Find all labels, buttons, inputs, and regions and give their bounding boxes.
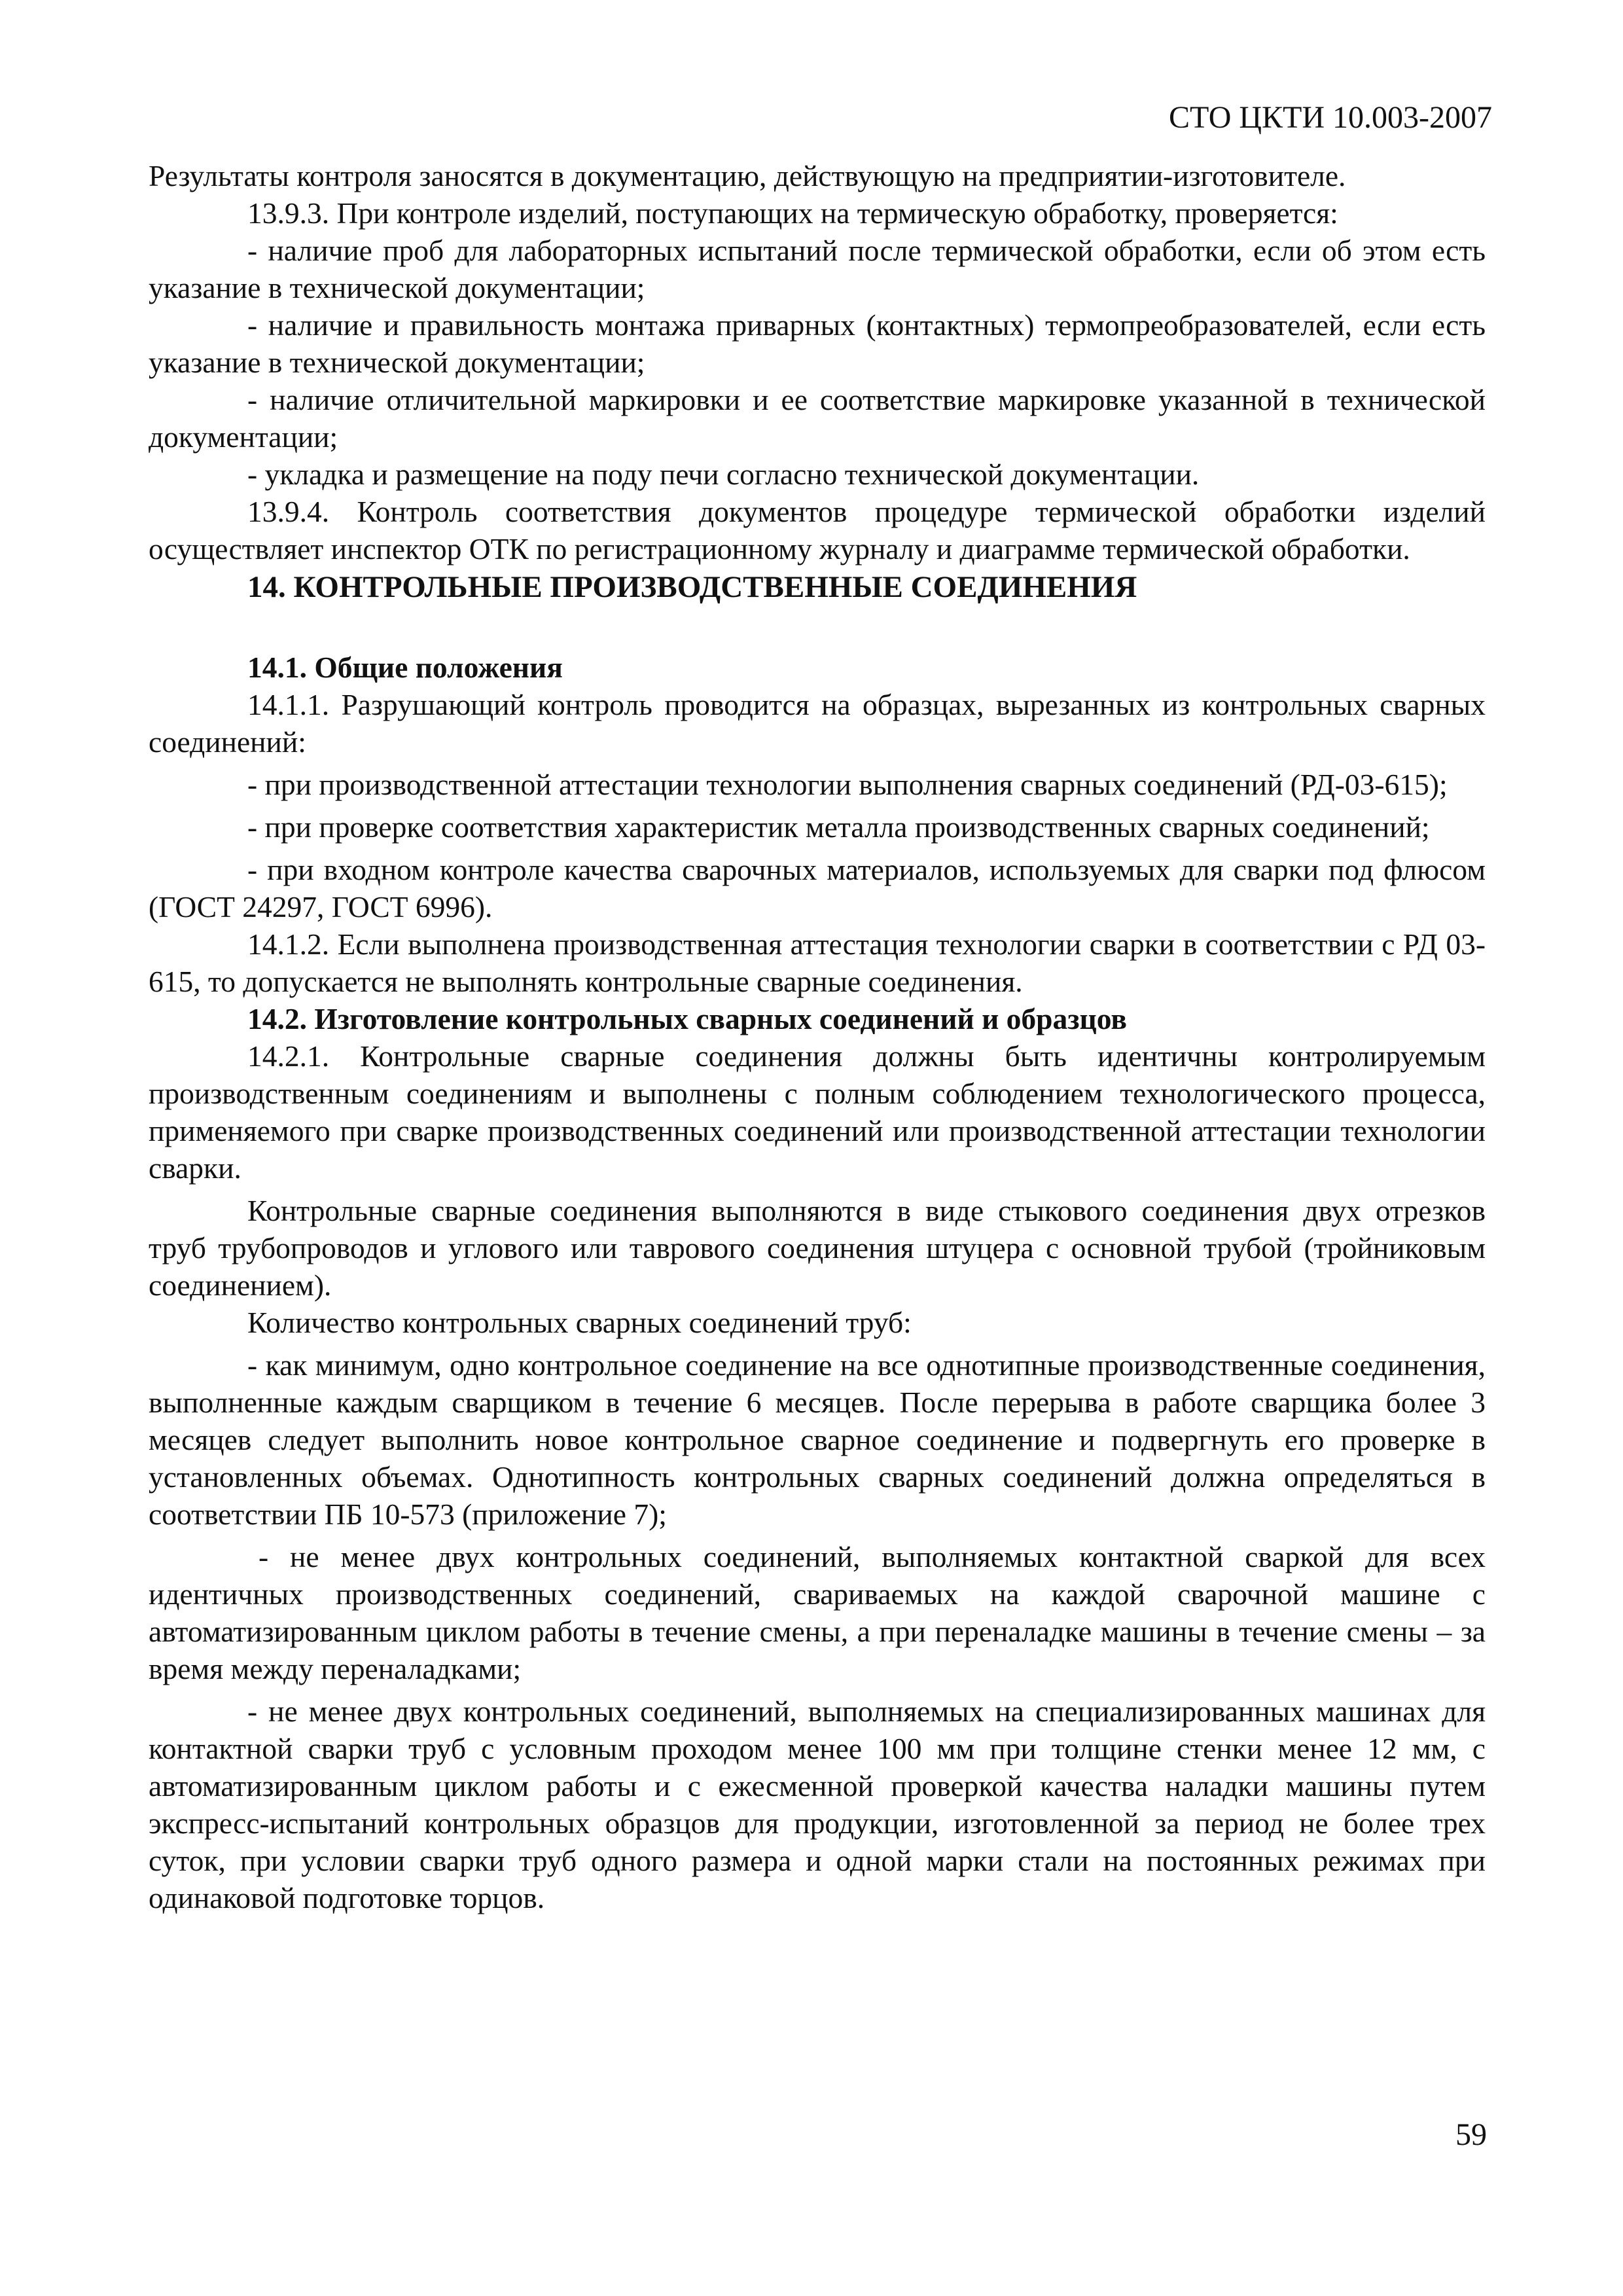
section-14-1-title: 14.1. Общие положения <box>247 651 563 684</box>
list-item: - при проверке соответствия характеристик металла производственных сварных соединений; <box>247 810 1430 844</box>
paragraph: Количество контрольных сварных соединений труб: <box>247 1306 912 1339</box>
clause-13-9-3: 13.9.3. При контроле изделий, поступающих на термическую обработку, проверяется: <box>247 196 1338 230</box>
page-number: 59 <box>1455 2117 1487 2152</box>
clause-14-1-2: 14.1.2. Если выполнена производственная аттестация технологии сварки в соответствии с РД 03-615, то допускается не выполнять контрольные сварные соединения. <box>149 927 1486 998</box>
document-code: СТО ЦКТИ 10.003-2007 <box>1168 100 1492 135</box>
list-item: - наличие проб для лабораторных испытаний после термической обработки, если об этом есть указание в технической документации; <box>149 234 1486 304</box>
list-item: - наличие и правильность монтажа приварных (контактных) термопреобразователей, если есть указание в технической документации; <box>149 308 1486 379</box>
list-item: - укладка и размещение на поду печи согласно технической документации. <box>247 457 1200 491</box>
list-item: - при производственной аттестации технологии выполнения сварных соединений (РД-03-615); <box>247 768 1448 801</box>
list-item: - не менее двух контрольных соединений, выполняемых на специализированных машинах для контактной сварки труб с условным проходом менее 100 мм при толщине стенки менее 12 мм, с автоматизированным циклом работы и с ежесменной проверкой качества наладки машины путем экспресс-испытаний контрольных образцов для продукции, изготовленной за период не более трех суток, при условии сварки труб одного размера и одной марки стали на постоянных режимах при одинаковой подготовке торцов. <box>149 1695 1486 1914</box>
paragraph: Результаты контроля заносятся в документацию, действующую на предприятии-изготовителе. <box>149 159 1346 192</box>
clause-14-2-1: 14.2.1. Контрольные сварные соединения должны быть идентичны контролируемым производственным соединениям и выполнены с полным соблюдением технологического процесса, применяемого при сварке производственных соединений или производственной аттестации технологии сварки. <box>149 1039 1486 1185</box>
list-item: - при входном контроле качества сварочных материалов, используемых для сварки под флюсом (ГОСТ 24297, ГОСТ 6996). <box>149 853 1486 924</box>
list-item: - не менее двух контрольных соединений, выполняемых контактной сваркой для всех идентичных производственных соединений, свариваемых на каждой сварочной машине с автоматизированным циклом работы в течение смены, а при переналадке машины в течение смены – за время между переналадками; <box>149 1540 1486 1685</box>
clause-13-9-4: 13.9.4. Контроль соответствия документов процедуре термической обработки изделий осуществляет инспектор ОТК по регистрационному журналу и диаграмме термической обработки. <box>149 495 1486 565</box>
list-item: - наличие отличительной маркировки и ее соответствие маркировке указанной в технической документации; <box>149 383 1486 454</box>
clause-14-1-1: 14.1.1. Разрушающий контроль проводится на образцах, вырезанных из контрольных сварных соединений: <box>149 688 1486 759</box>
section-14-title: 14. КОНТРОЛЬНЫЕ ПРОИЗВОДСТВЕННЫЕ СОЕДИНЕНИЯ <box>247 570 1137 604</box>
section-14-2-title: 14.2. Изготовление контрольных сварных соединений и образцов <box>247 1002 1127 1035</box>
list-item: - как минимум, одно контрольное соединение на все однотипные производственные соединения, выполненные каждым сварщиком в течение 6 месяцев. После перерыва в работе сварщика более 3 месяцев следует выполнить новое контрольное сварное соединение и подвергнуть его проверке в установленных объемах. Однотипность контрольных сварных соединений должна определяться в соответствии ПБ 10-573 (приложение 7); <box>149 1348 1486 1531</box>
page-body <box>149 157 1486 1916</box>
paragraph: Контрольные сварные соединения выполняются в виде стыкового соединения двух отрезков труб трубопроводов и углового или таврового соединения штуцера с основной трубой (тройниковым соединением). <box>149 1194 1486 1302</box>
